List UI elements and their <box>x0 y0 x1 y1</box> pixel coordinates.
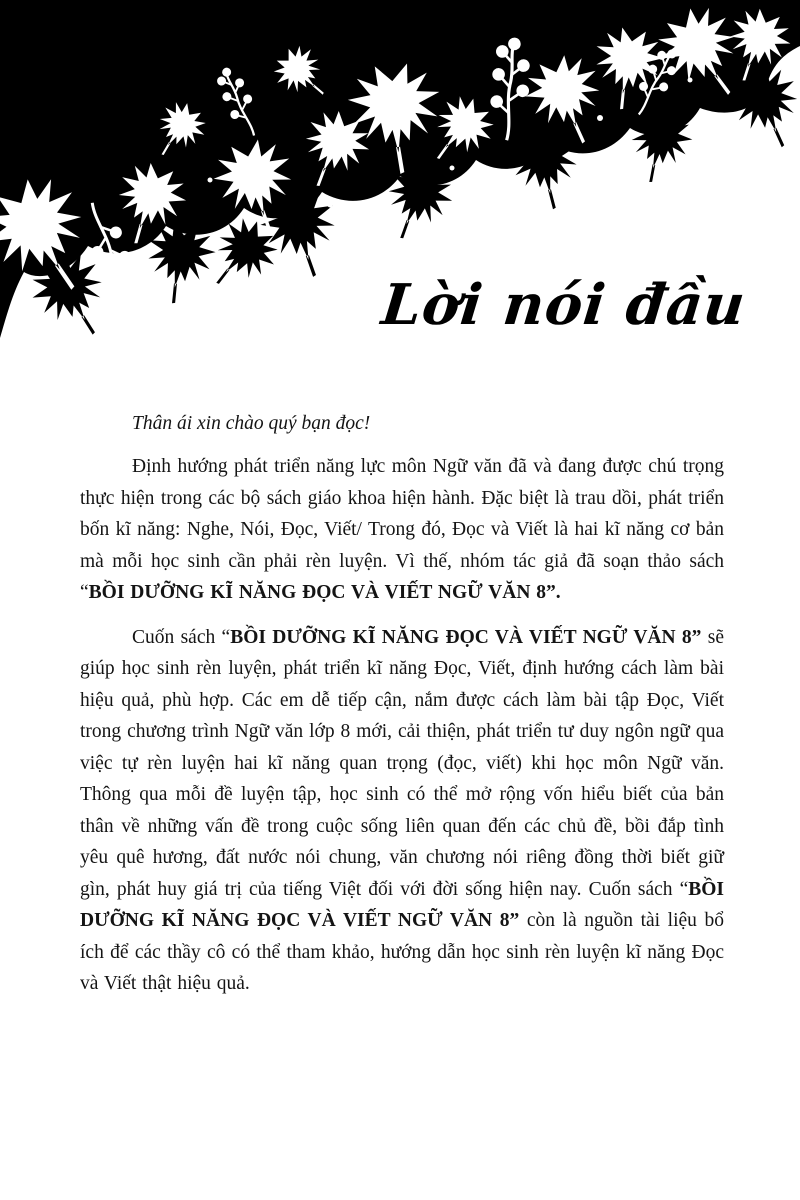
paragraph-text: Cuốn sách “ <box>132 626 231 648</box>
dot-decoration <box>597 115 603 121</box>
dot-decoration <box>688 78 693 83</box>
paragraph-text: Định hướng phát triển năng lực môn Ngữ văn đã và đang được chú trọng thực hiện trong các bộ sách giáo khoa hiện hành. Đặc biệt là trau dồi, phát triển bốn kĩ năng: Nghe, Nói, Đọc, Viết/ Trong đó, Đọc và Viết là hai kĩ năng cơ bản mà mỗi học sinh cần phải rèn luyện. Vì thế, nhóm tác giả đã soạn thảo sách “ <box>80 456 724 603</box>
header-decoration <box>0 0 800 400</box>
dot-decoration <box>208 178 213 183</box>
page-title: Lời nói đầu <box>378 272 749 338</box>
book-title-emphasis: BỒI DƯỠNG KĨ NĂNG ĐỌC VÀ VIẾT NGỮ VĂN 8”. <box>88 582 561 603</box>
greeting-line: Thân ái xin chào quý bạn đọc! <box>132 413 371 434</box>
paragraph-text: sẽ giúp học sinh rèn luyện, phát triển kĩ năng Đọc, Viết, định hướng cách làm bài hiệu quả, phù hợp. Các em dễ tiếp cận, nắm được cách làm bài tập Đọc, Viết trong chương trình Ngữ văn lớp 8 mới, cải thiện, phát triển tư duy ngôn ngữ qua việc tự rèn luyện hai kĩ năng quan trọng (đọc, viết) khi học môn Ngữ văn. Thông qua mỗi đề luyện tập, học sinh có thể mở rộng vốn hiểu biết của bản thân về những vấn đề trong cuộc sống liên quan đến các chủ đề, bồi đắp tình yêu quê hương, đất nước nói chung, văn chương nói riêng đồng thời biết giữ gìn, phát huy giá trị của tiếng Việt đối với đời sống hiện nay. Cuốn sách “ <box>80 626 724 900</box>
paragraph <box>80 622 724 1000</box>
paragraph-text: còn là nguồn tài liệu bổ ích để các thầy cô có thể tham khảo, hướng dẫn học sinh rèn luyện kĩ năng Đọc và Viết thật hiệu quả. <box>80 910 724 994</box>
book-title-emphasis: BỒI DƯỠNG KĨ NĂNG ĐỌC VÀ VIẾT NGỮ VĂN 8” <box>80 878 724 931</box>
dot-decoration <box>450 166 455 171</box>
dot-decoration <box>127 269 133 275</box>
book-title-emphasis: BỒI DƯỠNG KĨ NĂNG ĐỌC VÀ VIẾT NGỮ VĂN 8” <box>230 626 702 648</box>
dot-decoration <box>328 203 333 208</box>
preface-body <box>80 408 724 1013</box>
paragraph <box>80 451 724 609</box>
